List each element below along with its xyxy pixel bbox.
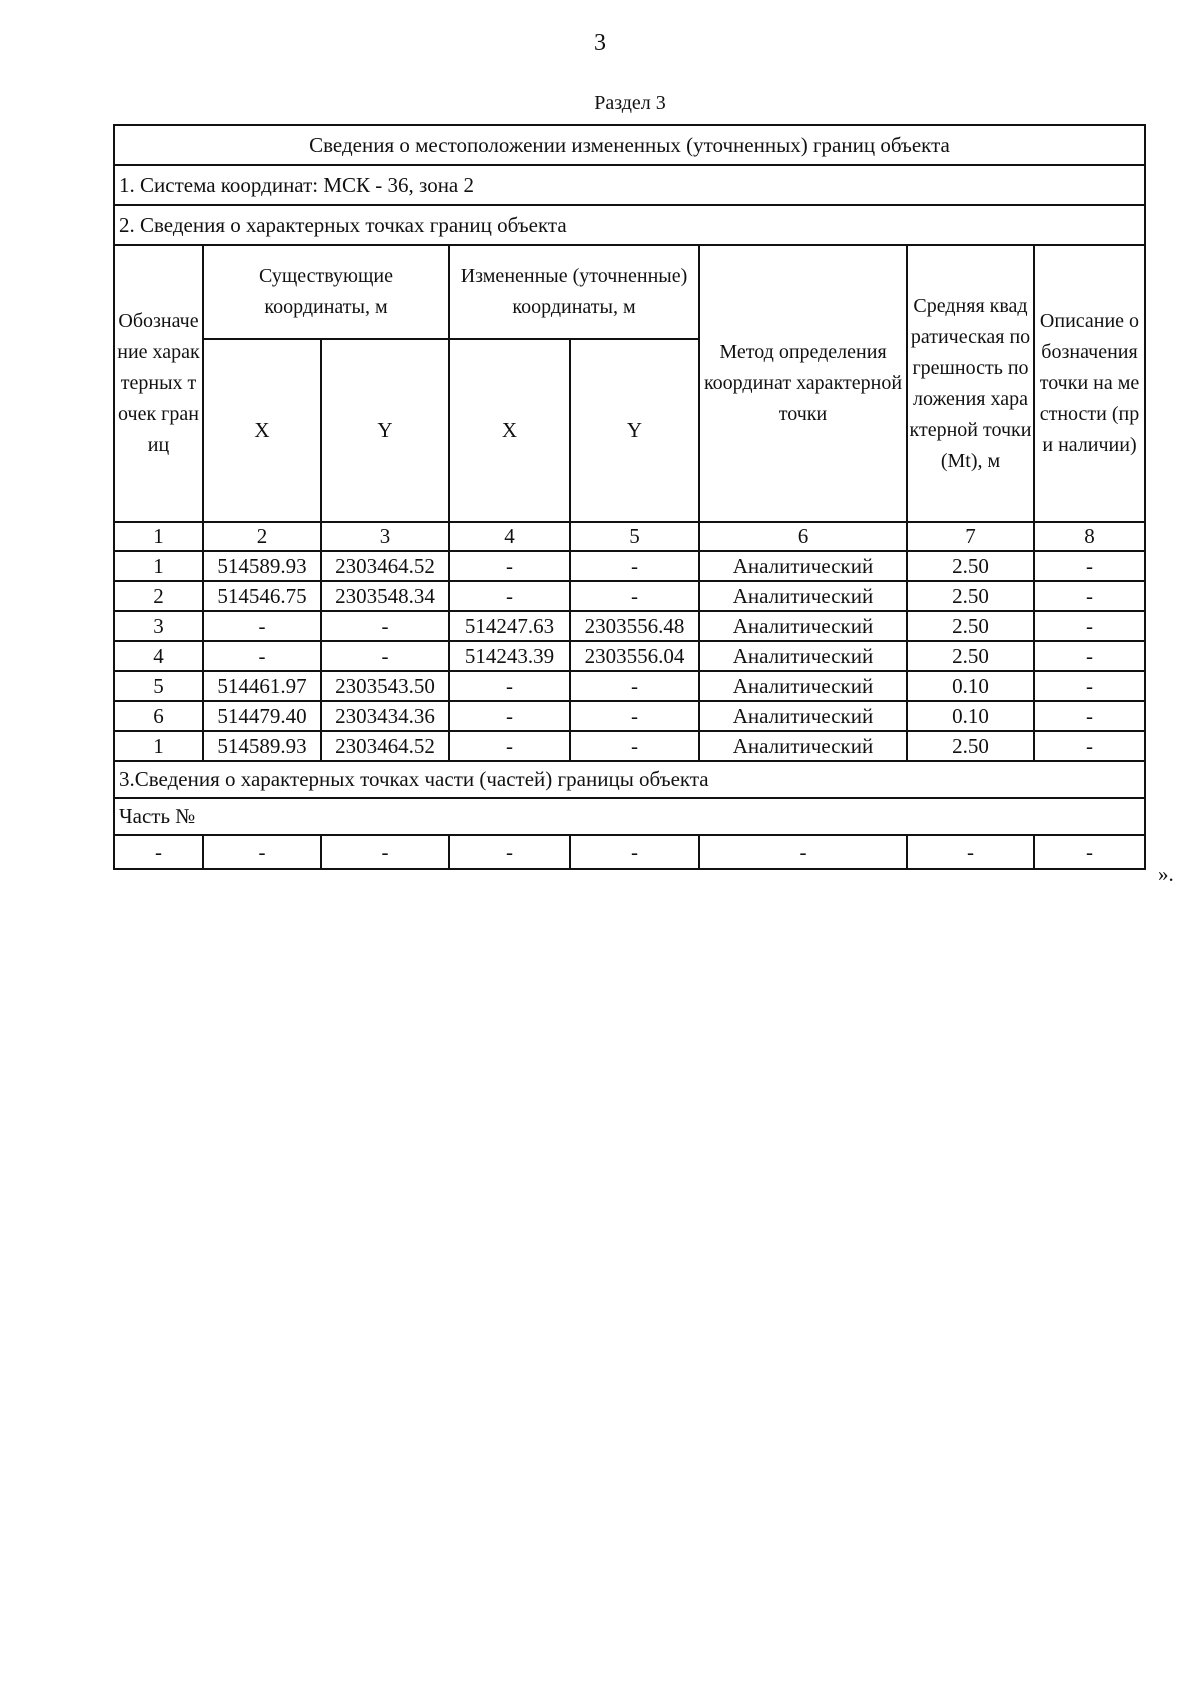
- column-number: 4: [449, 522, 570, 551]
- header-description: Описание обозначения точки на местности (при наличии): [1034, 245, 1145, 522]
- table-cell: Аналитический: [699, 671, 907, 701]
- table-cell: -: [907, 835, 1034, 869]
- table-cell: -: [1034, 731, 1145, 761]
- table-cell: -: [321, 641, 449, 671]
- table-row: [114, 611, 1145, 641]
- column-number: 8: [1034, 522, 1145, 551]
- table-cell: -: [321, 611, 449, 641]
- table-cell: 0.10: [907, 671, 1034, 701]
- table-cell: -: [449, 551, 570, 581]
- table-cell: 2303464.52: [321, 731, 449, 761]
- column-number: 1: [114, 522, 203, 551]
- table-cell: -: [699, 835, 907, 869]
- column-numbers-row: [114, 522, 1145, 551]
- table-row: [114, 581, 1145, 611]
- header-mean-error: Средняя квадратическая погрешность положения характерной точки (Mt), м: [907, 245, 1034, 522]
- header-existing-x: X: [203, 339, 321, 522]
- header-changed-x: X: [449, 339, 570, 522]
- table-cell: -: [1034, 611, 1145, 641]
- table-cell: 2.50: [907, 611, 1034, 641]
- table-cell: 2: [114, 581, 203, 611]
- points-heading: 2. Сведения о характерных точках границ объекта: [114, 205, 1145, 245]
- table-cell: 3: [114, 611, 203, 641]
- header-designation: Обозначение характерных точек границ: [114, 245, 203, 522]
- table-cell: Аналитический: [699, 731, 907, 761]
- column-number: 5: [570, 522, 699, 551]
- table-cell: -: [570, 731, 699, 761]
- section-title: Раздел 3: [594, 92, 666, 114]
- table-cell: -: [570, 701, 699, 731]
- table-row: [114, 641, 1145, 671]
- table-row: [114, 731, 1145, 761]
- table-cell: -: [449, 835, 570, 869]
- column-number: 2: [203, 522, 321, 551]
- table-cell: 0.10: [907, 701, 1034, 731]
- table-cell: 514243.39: [449, 641, 570, 671]
- table-cell: -: [1034, 835, 1145, 869]
- header-changed-y: Y: [570, 339, 699, 522]
- table-cell: -: [570, 671, 699, 701]
- table-cell: 2.50: [907, 641, 1034, 671]
- table-cell: -: [570, 551, 699, 581]
- table-cell: 2303434.36: [321, 701, 449, 731]
- table-cell: Аналитический: [699, 581, 907, 611]
- header-existing-y: Y: [321, 339, 449, 522]
- table-row: [114, 671, 1145, 701]
- table-cell: 1: [114, 731, 203, 761]
- table-cell: -: [570, 835, 699, 869]
- table-cell: -: [449, 731, 570, 761]
- column-number: 6: [699, 522, 907, 551]
- table-cell: Аналитический: [699, 611, 907, 641]
- page-number: 3: [594, 30, 606, 56]
- table-cell: 2.50: [907, 551, 1034, 581]
- table-cell: 6: [114, 701, 203, 731]
- coordinates-table: [113, 124, 1146, 870]
- table-cell: -: [1034, 641, 1145, 671]
- table-cell: 5: [114, 671, 203, 701]
- table-cell: 2303543.50: [321, 671, 449, 701]
- table-cell: -: [570, 581, 699, 611]
- parts-heading: 3.Сведения о характерных точках части (частей) границы объекта: [114, 761, 1145, 798]
- table-cell: -: [1034, 581, 1145, 611]
- coordinate-system: 1. Система координат: МСК - 36, зона 2: [114, 165, 1145, 205]
- table-title: Сведения о местоположении измененных (уточненных) границ объекта: [114, 125, 1145, 165]
- table-cell: 2.50: [907, 731, 1034, 761]
- table-cell: -: [203, 641, 321, 671]
- table-cell: 514461.97: [203, 671, 321, 701]
- table-cell: 514589.93: [203, 551, 321, 581]
- column-number: 7: [907, 522, 1034, 551]
- table-cell: Аналитический: [699, 641, 907, 671]
- empty-part-row: [114, 835, 1145, 869]
- table-cell: 2303464.52: [321, 551, 449, 581]
- table-cell: -: [203, 611, 321, 641]
- table-cell: 514589.93: [203, 731, 321, 761]
- table-row: [114, 551, 1145, 581]
- table-cell: 2303548.34: [321, 581, 449, 611]
- table-cell: Аналитический: [699, 701, 907, 731]
- table-row: [114, 701, 1145, 731]
- closing-quote-mark: ».: [1158, 862, 1174, 886]
- table-cell: -: [321, 835, 449, 869]
- table-cell: -: [203, 835, 321, 869]
- table-cell: 2303556.04: [570, 641, 699, 671]
- table-cell: 514247.63: [449, 611, 570, 641]
- part-label: Часть №: [114, 798, 1145, 835]
- table-cell: Аналитический: [699, 551, 907, 581]
- header-existing-coords: Существующие координаты, м: [203, 245, 449, 339]
- header-changed-coords: Измененные (уточненные) координаты, м: [449, 245, 699, 339]
- column-number: 3: [321, 522, 449, 551]
- table-cell: -: [1034, 551, 1145, 581]
- table-cell: 2.50: [907, 581, 1034, 611]
- table-cell: 514479.40: [203, 701, 321, 731]
- table-cell: -: [1034, 671, 1145, 701]
- table-cell: -: [114, 835, 203, 869]
- table-cell: -: [449, 701, 570, 731]
- table-cell: -: [449, 581, 570, 611]
- table-cell: -: [1034, 701, 1145, 731]
- table-cell: 1: [114, 551, 203, 581]
- header-method: Метод определения координат характерной точки: [699, 245, 907, 522]
- table-cell: -: [449, 671, 570, 701]
- table-cell: 514546.75: [203, 581, 321, 611]
- table-cell: 4: [114, 641, 203, 671]
- table-cell: 2303556.48: [570, 611, 699, 641]
